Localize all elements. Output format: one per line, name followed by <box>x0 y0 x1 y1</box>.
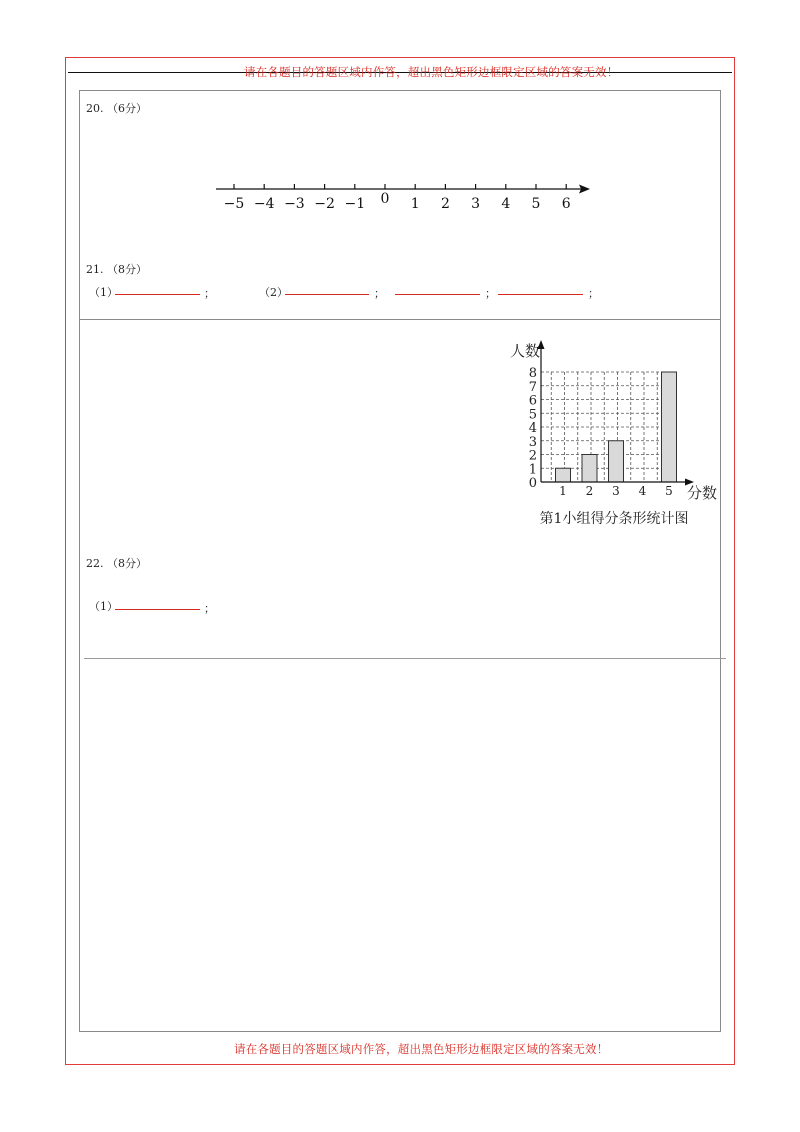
chart-caption: 第1小组得分条形统计图 <box>539 511 689 527</box>
q20-title: 20. （6分） <box>86 102 147 115</box>
number-line-label: 2 <box>440 196 450 212</box>
chart-y-tick-label: 7 <box>528 379 537 395</box>
chart-x-tick-label: 4 <box>638 484 647 498</box>
q22-semicolon-1: ； <box>204 602 215 615</box>
number-line-label: 5 <box>531 196 541 212</box>
top-notice: 请在各题目的答题区域内作答，超出黑色矩形边框限定区域的答案无效！ <box>244 65 619 79</box>
chart-bar <box>662 372 677 482</box>
chart-x-tick-label: 2 <box>585 484 594 498</box>
number-line-label: −5 <box>223 196 245 212</box>
number-line-label: 1 <box>410 196 420 212</box>
number-line-label: 0 <box>380 191 390 207</box>
number-line-label: 3 <box>471 196 481 212</box>
section-divider <box>84 658 726 659</box>
q21-semicolon-3: ； <box>485 287 496 300</box>
chart-grid <box>541 372 670 482</box>
q21-answer-blank-3[interactable] <box>395 294 480 295</box>
chart-y-axis-label: 人数 <box>510 342 541 360</box>
chart-y-tick-label: 1 <box>528 462 537 478</box>
number-line-label: 4 <box>501 196 511 212</box>
chart-bar <box>582 455 597 483</box>
chart-bar <box>556 468 571 482</box>
number-line-label: −2 <box>314 196 335 212</box>
bar-chart <box>490 336 720 531</box>
chart-x-tick-label: 3 <box>612 484 620 498</box>
chart-x-tick-label: 5 <box>665 484 673 498</box>
chart-y-tick-label: 5 <box>528 407 537 423</box>
chart-y-tick-label: 2 <box>528 448 537 464</box>
chart-bar <box>609 441 624 482</box>
chart-y-tick-label: 6 <box>528 393 537 409</box>
q21-semicolon-1: ； <box>204 287 215 300</box>
chart-x-tick-label: 1 <box>559 484 567 498</box>
q22-answer-blank-1[interactable] <box>115 609 200 610</box>
chart-y-tick-label: 0 <box>528 476 537 491</box>
chart-x-axis-label: 分数 <box>687 484 718 502</box>
number-line <box>210 175 600 217</box>
q21-part2-label: （2） <box>259 286 288 299</box>
q21-part1-label: （1） <box>89 286 118 299</box>
q21-title: 21. （8分） <box>86 263 147 276</box>
q21-answer-blank-2[interactable] <box>285 294 369 295</box>
q21-semicolon-2: ； <box>374 287 385 300</box>
q22-part1-label: （1） <box>89 600 118 613</box>
chart-y-tick-label: 4 <box>528 421 537 436</box>
q21-answer-blank-1[interactable] <box>115 294 200 295</box>
q21-semicolon-4: ； <box>588 287 599 300</box>
q22-title: 22. （8分） <box>86 557 147 570</box>
bottom-notice: 请在各题目的答题区域内作答，超出黑色矩形边框限定区域的答案无效！ <box>234 1042 609 1056</box>
number-line-label: −4 <box>253 196 275 212</box>
chart-y-tick-label: 3 <box>528 434 537 450</box>
number-line-label: −1 <box>344 196 366 212</box>
number-line-label: 6 <box>561 196 571 212</box>
q21-answer-blank-4[interactable] <box>498 294 583 295</box>
chart-y-tick-label: 8 <box>528 366 537 381</box>
number-line-label: −3 <box>284 196 305 212</box>
